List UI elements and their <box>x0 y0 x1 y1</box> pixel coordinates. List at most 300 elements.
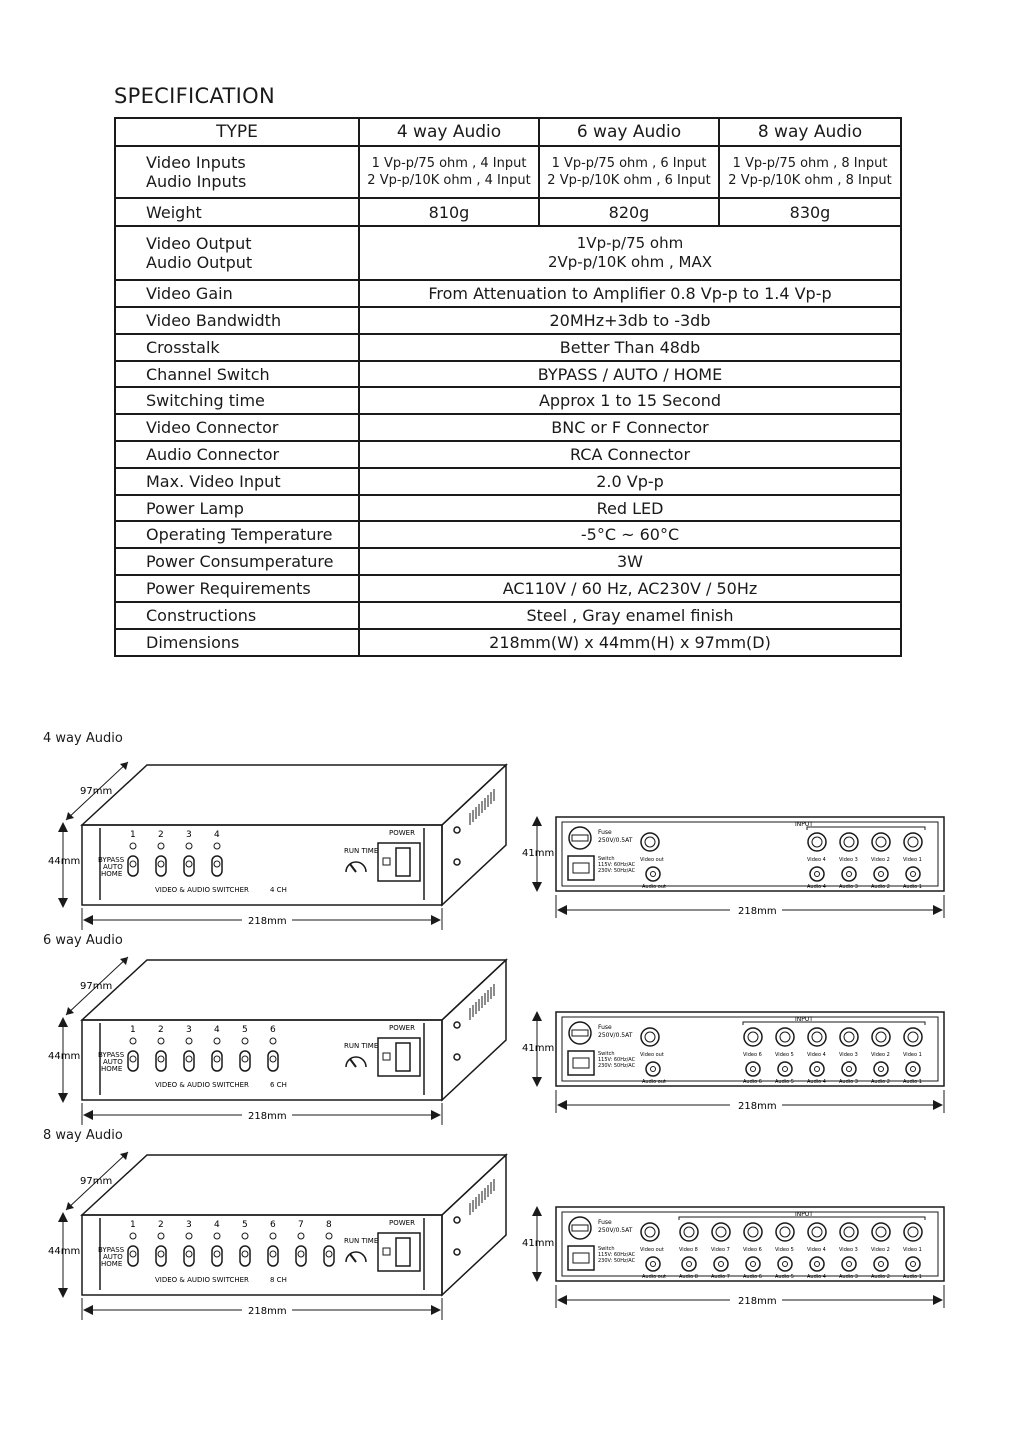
inputs-label <box>115 146 359 198</box>
audio-in-rca <box>874 1257 888 1271</box>
audio-in-rca <box>874 1062 888 1076</box>
video-in-label: Video 7 <box>711 1247 730 1253</box>
video-in-bnc <box>776 1028 794 1046</box>
row-value: Red LED <box>359 495 901 521</box>
table-row <box>115 548 901 575</box>
video-in-bnc-core <box>812 837 822 847</box>
home-label: HOME <box>101 1260 123 1268</box>
width-label: 218mm <box>248 1306 287 1317</box>
channel-led <box>158 1233 164 1239</box>
video-out-bnc <box>641 1223 659 1241</box>
video-inputs-label: Video Inputs <box>146 153 246 172</box>
audio-in-rca <box>874 867 888 881</box>
audio-in-rca-core <box>783 1262 788 1267</box>
fuse-slot <box>572 1225 588 1231</box>
channel-switch <box>268 1051 278 1071</box>
drawing-6-way <box>0 945 1024 1135</box>
row-value: BYPASS / AUTO / HOME <box>359 361 901 387</box>
header-6-way: 6 way Audio <box>539 118 719 146</box>
screw-icon <box>454 1022 460 1028</box>
video-in-bnc <box>872 833 890 851</box>
table-row <box>115 521 901 548</box>
channel-number: 6 <box>270 1025 276 1035</box>
top-panel <box>82 1155 506 1215</box>
audio-in-rca-core <box>911 1262 916 1267</box>
audio-in-rca <box>714 1257 728 1271</box>
row-value: RCA Connector <box>359 441 901 468</box>
video-in-bnc-core <box>844 837 854 847</box>
run-time-label: RUN TIME <box>344 1042 379 1050</box>
audio-in-label: Audio 5 <box>775 1079 794 1085</box>
section-label-4-way: 4 way Audio <box>43 731 123 746</box>
table-row <box>115 307 901 334</box>
channel-led <box>214 1233 220 1239</box>
table-header-row <box>115 118 901 146</box>
fuse-slot <box>572 1030 588 1036</box>
channel-led <box>186 843 192 849</box>
video-in-bnc <box>808 1223 826 1241</box>
fuse-label: Fuse <box>598 1219 612 1226</box>
switch-knob <box>242 1056 248 1062</box>
arrowhead-icon <box>58 822 68 832</box>
arrowhead-icon <box>58 1017 68 1027</box>
fuse-slot <box>572 835 588 841</box>
audio-in-rca-core <box>751 1262 756 1267</box>
height-label: 44mm <box>48 856 81 867</box>
audio-in-rca <box>842 867 856 881</box>
arrowhead-icon <box>532 1011 542 1021</box>
channel-switch <box>240 1246 250 1266</box>
video-in-bnc-core <box>844 1032 854 1042</box>
audio-in-label: Audio 7 <box>711 1274 730 1280</box>
weight-6-way: 820g <box>539 198 719 226</box>
channel-number: 6 <box>270 1220 276 1230</box>
channel-led <box>242 1038 248 1044</box>
row-value: Approx 1 to 15 Second <box>359 387 901 414</box>
switch-knob <box>270 1251 276 1257</box>
switch-knob <box>130 1056 136 1062</box>
switch-knob <box>158 1251 164 1257</box>
row-value: 2.0 Vp-p <box>359 468 901 495</box>
switch-note: Switch <box>598 1246 615 1252</box>
switch-note: Switch <box>598 1051 615 1057</box>
input-bracket <box>743 1022 925 1025</box>
auto-label: AUTO <box>103 1253 123 1261</box>
channel-switch <box>184 856 194 876</box>
channel-count-label: 4 CH <box>270 886 287 894</box>
row-value: Steel , Gray enamel finish <box>359 602 901 629</box>
power-lamp <box>383 1248 390 1255</box>
inputs-4-audio: 2 Vp-p/10K ohm , 4 Input <box>367 173 531 188</box>
channel-led <box>214 1038 220 1044</box>
video-in-bnc <box>872 1223 890 1241</box>
channel-number: 5 <box>242 1220 248 1230</box>
channel-number: 1 <box>130 1220 136 1230</box>
channel-number: 4 <box>214 830 220 840</box>
video-in-bnc-core <box>844 1227 854 1237</box>
arrowhead-icon <box>431 1305 441 1315</box>
switch-line: 230V: 50Hz/AC <box>598 868 636 874</box>
video-out-label: Video out <box>640 1052 664 1058</box>
switch-knob <box>186 1056 192 1062</box>
channel-switch <box>128 856 138 876</box>
power-inlet-socket <box>573 1058 589 1068</box>
audio-in-label: Audio 2 <box>871 884 890 890</box>
audio-in-label: Audio 4 <box>807 1079 826 1085</box>
video-out-bnc <box>641 833 659 851</box>
rear-height-label: 41mm <box>522 1238 555 1249</box>
arrowhead-icon <box>58 1093 68 1103</box>
fuse-rating: 250V/0.5AT <box>598 1227 633 1234</box>
audio-in-rca <box>810 1257 824 1271</box>
bypass-label: BYPASS <box>98 1051 125 1059</box>
audio-in-rca-core <box>783 1067 788 1072</box>
table-row <box>115 414 901 441</box>
home-label: HOME <box>101 1065 123 1073</box>
audio-in-rca <box>906 1257 920 1271</box>
channel-led <box>158 1038 164 1044</box>
video-in-bnc-core <box>908 837 918 847</box>
arrowhead-icon <box>532 1206 542 1216</box>
table-row <box>115 575 901 602</box>
video-in-label: Video 2 <box>871 1247 890 1253</box>
power-inlet <box>568 856 594 880</box>
row-label: Max. Video Input <box>115 468 359 495</box>
video-in-bnc-core <box>908 1227 918 1237</box>
inputs-8-video: 1 Vp-p/75 ohm , 8 Input <box>732 156 888 171</box>
row-value: AC110V / 60 Hz, AC230V / 50Hz <box>359 575 901 602</box>
audio-in-label: Audio 3 <box>839 1274 858 1280</box>
drawing-4-way <box>0 750 1024 940</box>
audio-in-rca <box>778 1257 792 1271</box>
arrowhead-icon <box>532 1272 542 1282</box>
video-in-label: Video 1 <box>903 1247 922 1253</box>
video-in-bnc-core <box>908 1032 918 1042</box>
channel-led <box>130 1233 136 1239</box>
video-in-bnc <box>872 1028 890 1046</box>
video-in-label: Video 6 <box>743 1052 762 1058</box>
video-in-label: Video 3 <box>839 857 858 863</box>
power-switch <box>396 1043 410 1071</box>
table-row <box>115 361 901 387</box>
video-in-bnc-core <box>684 1227 694 1237</box>
run-time-pointer <box>350 1059 356 1067</box>
section-label-6-way: 6 way Audio <box>43 933 123 948</box>
rear-height-label: 41mm <box>522 848 555 859</box>
arrowhead-icon <box>933 905 943 915</box>
video-out-bnc-core <box>645 837 655 847</box>
spec-rows <box>115 280 901 656</box>
audio-in-label: Audio 2 <box>871 1079 890 1085</box>
video-in-label: Video 3 <box>839 1052 858 1058</box>
table-row <box>115 602 901 629</box>
switch-knob <box>270 1056 276 1062</box>
inputs-6-video: 1 Vp-p/75 ohm , 6 Input <box>551 156 707 171</box>
power-inlet-socket <box>573 863 589 873</box>
channel-count-label: 8 CH <box>270 1276 287 1284</box>
arrowhead-icon <box>532 1077 542 1087</box>
audio-in-rca <box>810 867 824 881</box>
fuse-label: Fuse <box>598 829 612 836</box>
channel-count-label: 6 CH <box>270 1081 287 1089</box>
fuse-rating: 250V/0.5AT <box>598 1032 633 1039</box>
specification-table <box>114 117 902 657</box>
power-label: POWER <box>389 1024 415 1032</box>
audio-in-label: Audio 8 <box>679 1274 698 1280</box>
channel-number: 8 <box>326 1220 332 1230</box>
channel-switch <box>156 856 166 876</box>
power-label: POWER <box>389 1219 415 1227</box>
audio-in-rca-core <box>879 1067 884 1072</box>
channel-number: 2 <box>158 830 164 840</box>
weight-8-way: 830g <box>719 198 901 226</box>
row-label: Switching time <box>115 387 359 414</box>
audio-out-rca-core <box>651 1067 656 1072</box>
depth-label: 97mm <box>80 981 113 992</box>
arrowhead-icon <box>933 1100 943 1110</box>
audio-in-rca <box>906 867 920 881</box>
video-in-label: Video 4 <box>807 1247 826 1253</box>
power-inlet <box>568 1051 594 1075</box>
channel-switch <box>156 1051 166 1071</box>
channel-switch <box>268 1246 278 1266</box>
video-out-bnc <box>641 1028 659 1046</box>
video-out-label: Video out <box>640 857 664 863</box>
video-in-bnc-core <box>716 1227 726 1237</box>
channel-switch <box>128 1051 138 1071</box>
video-in-bnc-core <box>780 1227 790 1237</box>
rear-width-label: 218mm <box>738 1296 777 1307</box>
row-label: Constructions <box>115 602 359 629</box>
depth-label: 97mm <box>80 1176 113 1187</box>
video-in-label: Video 4 <box>807 1052 826 1058</box>
audio-in-rca-core <box>879 1262 884 1267</box>
header-4-way: 4 way Audio <box>359 118 539 146</box>
arrowhead-icon <box>83 915 93 925</box>
audio-in-rca-core <box>815 1262 820 1267</box>
outputs-value <box>359 226 901 280</box>
video-in-bnc <box>712 1223 730 1241</box>
power-switch <box>396 848 410 876</box>
audio-out-label: Audio out <box>642 1274 666 1280</box>
header-8-way: 8 way Audio <box>719 118 901 146</box>
video-in-label: Video 1 <box>903 1052 922 1058</box>
row-label: Video Bandwidth <box>115 307 359 334</box>
video-in-bnc-core <box>876 1227 886 1237</box>
top-panel <box>82 960 506 1020</box>
audio-output-label: Audio Output <box>146 253 253 272</box>
outputs-label <box>115 226 359 280</box>
audio-out-label: Audio out <box>642 1079 666 1085</box>
video-in-bnc <box>840 1028 858 1046</box>
run-time-label: RUN TIME <box>344 1237 379 1245</box>
audio-in-label: Audio 6 <box>743 1079 762 1085</box>
row-value: 3W <box>359 548 901 575</box>
video-in-bnc <box>776 1223 794 1241</box>
switch-line: 115V: 60Hz/AC <box>598 862 636 868</box>
bypass-label: BYPASS <box>98 1246 125 1254</box>
top-panel <box>82 765 506 825</box>
switch-knob <box>214 1251 220 1257</box>
video-in-bnc <box>744 1028 762 1046</box>
audio-in-label: Audio 4 <box>807 884 826 890</box>
input-label: INPUT <box>795 1211 813 1218</box>
screw-icon <box>454 1054 460 1060</box>
video-in-label: Video 3 <box>839 1247 858 1253</box>
row-value: BNC or F Connector <box>359 414 901 441</box>
video-in-bnc-core <box>876 1032 886 1042</box>
table-row <box>115 387 901 414</box>
switch-knob <box>298 1251 304 1257</box>
row-label: Crosstalk <box>115 334 359 361</box>
arrowhead-icon <box>431 1110 441 1120</box>
video-out-bnc-core <box>645 1227 655 1237</box>
audio-in-rca-core <box>911 872 916 877</box>
row-value: 218mm(W) x 44mm(H) x 97mm(D) <box>359 629 901 656</box>
audio-in-label: Audio 1 <box>903 1274 922 1280</box>
row-label: Power Consumperature <box>115 548 359 575</box>
inputs-6-audio: 2 Vp-p/10K ohm , 6 Input <box>547 173 711 188</box>
switcher-label: VIDEO & AUDIO SWITCHER <box>155 1081 249 1089</box>
input-label: INPUT <box>795 1016 813 1023</box>
channel-number: 1 <box>130 1025 136 1035</box>
switch-knob <box>158 1056 164 1062</box>
audio-out-rca <box>646 867 660 881</box>
video-in-label: Video 4 <box>807 857 826 863</box>
auto-label: AUTO <box>103 863 123 871</box>
row-value: 20MHz+3db to -3db <box>359 307 901 334</box>
channel-switch <box>184 1051 194 1071</box>
video-in-bnc <box>904 1028 922 1046</box>
video-in-bnc <box>904 1223 922 1241</box>
table-row-inputs <box>115 146 901 198</box>
audio-out-rca <box>646 1257 660 1271</box>
row-value: Better Than 48db <box>359 334 901 361</box>
row-value: -5°C ~ 60°C <box>359 521 901 548</box>
channel-switch <box>128 1246 138 1266</box>
power-label: POWER <box>389 829 415 837</box>
video-in-bnc-core <box>812 1227 822 1237</box>
table-row-outputs <box>115 226 901 280</box>
header-type: TYPE <box>115 118 359 146</box>
run-time-pointer <box>350 1254 356 1262</box>
audio-in-rca-core <box>847 1262 852 1267</box>
rear-width-label: 218mm <box>738 1101 777 1112</box>
channel-led <box>298 1233 304 1239</box>
side-panel <box>442 960 506 1100</box>
power-inlet <box>568 1246 594 1270</box>
depth-label: 97mm <box>80 786 113 797</box>
audio-in-rca-core <box>815 1067 820 1072</box>
video-in-bnc-core <box>748 1227 758 1237</box>
video-in-bnc <box>840 833 858 851</box>
video-in-bnc <box>808 833 826 851</box>
channel-switch <box>296 1246 306 1266</box>
switch-line: 230V: 50Hz/AC <box>598 1063 636 1069</box>
switch-knob <box>214 861 220 867</box>
screw-icon <box>454 859 460 865</box>
inputs-4-video: 1 Vp-p/75 ohm , 4 Input <box>371 156 527 171</box>
row-label: Dimensions <box>115 629 359 656</box>
input-bracket <box>807 827 925 830</box>
inputs-4-way <box>359 146 539 198</box>
video-in-bnc <box>680 1223 698 1241</box>
power-lamp <box>383 858 390 865</box>
audio-out-label: Audio out <box>642 884 666 890</box>
channel-number: 7 <box>298 1220 304 1230</box>
video-in-label: Video 5 <box>775 1247 794 1253</box>
width-label: 218mm <box>248 1111 287 1122</box>
inputs-8-way <box>719 146 901 198</box>
audio-in-rca-core <box>719 1262 724 1267</box>
audio-in-rca <box>778 1062 792 1076</box>
switch-line: 115V: 60Hz/AC <box>598 1057 636 1063</box>
audio-in-rca-core <box>911 1067 916 1072</box>
input-label: INPUT <box>795 821 813 828</box>
channel-switch <box>156 1246 166 1266</box>
video-out-label: Video out <box>640 1247 664 1253</box>
audio-in-rca-core <box>879 872 884 877</box>
row-label: Power Lamp <box>115 495 359 521</box>
height-label: 44mm <box>48 1246 81 1257</box>
channel-led <box>242 1233 248 1239</box>
audio-in-label: Audio 1 <box>903 1079 922 1085</box>
switch-knob <box>186 1251 192 1257</box>
channel-switch <box>324 1246 334 1266</box>
weight-label: Weight <box>115 198 359 226</box>
switch-line: 230V: 50Hz/AC <box>598 1258 636 1264</box>
arrowhead-icon <box>557 1295 567 1305</box>
channel-number: 3 <box>186 830 192 840</box>
channel-number: 1 <box>130 830 136 840</box>
table-row-weight <box>115 198 901 226</box>
channel-led <box>326 1233 332 1239</box>
audio-inputs-label: Audio Inputs <box>146 172 247 191</box>
row-label: Power Requirements <box>115 575 359 602</box>
arrowhead-icon <box>83 1110 93 1120</box>
channel-led <box>130 1038 136 1044</box>
audio-in-rca <box>906 1062 920 1076</box>
channel-number: 3 <box>186 1220 192 1230</box>
arrowhead-icon <box>431 915 441 925</box>
row-label: Audio Connector <box>115 441 359 468</box>
channel-led <box>186 1038 192 1044</box>
video-in-bnc <box>904 833 922 851</box>
screw-icon <box>454 827 460 833</box>
audio-in-rca-core <box>815 872 820 877</box>
audio-in-rca <box>746 1257 760 1271</box>
arrowhead-icon <box>83 1305 93 1315</box>
arrowhead-icon <box>58 898 68 908</box>
screw-icon <box>454 1217 460 1223</box>
channel-led <box>186 1233 192 1239</box>
video-in-bnc-core <box>876 837 886 847</box>
switch-line: 115V: 60Hz/AC <box>598 1252 636 1258</box>
power-lamp <box>383 1053 390 1060</box>
arrowhead-icon <box>557 905 567 915</box>
audio-in-rca <box>842 1257 856 1271</box>
table-row <box>115 495 901 521</box>
fuse-label: Fuse <box>598 1024 612 1031</box>
channel-led <box>270 1233 276 1239</box>
audio-in-rca <box>746 1062 760 1076</box>
channel-switch <box>212 1246 222 1266</box>
power-inlet-socket <box>573 1253 589 1263</box>
audio-in-label: Audio 6 <box>743 1274 762 1280</box>
audio-in-rca <box>810 1062 824 1076</box>
video-in-label: Video 2 <box>871 1052 890 1058</box>
table-row <box>115 334 901 361</box>
